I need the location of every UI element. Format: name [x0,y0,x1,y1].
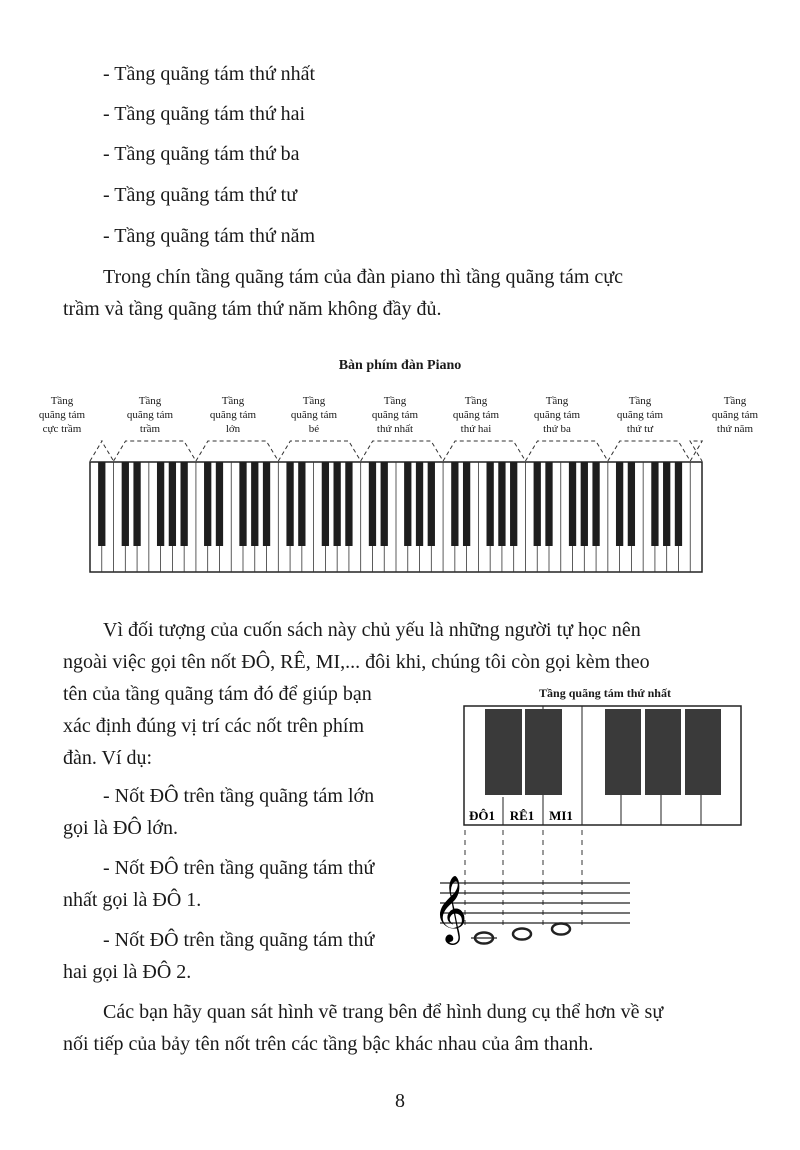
black-key [545,462,552,546]
octave-label: Tầng quãng tám thứ hai [452,395,500,435]
figure-title: Bàn phím đàn Piano [338,358,462,373]
example-line: nhất gọi là ĐÔ 1. [63,889,202,911]
keyboard-frame [90,462,702,572]
paragraph-line: Vì đối tượng của cuốn sách này chủ yếu là những người tự học nên [103,619,641,641]
black-key [416,462,423,546]
black-key [334,462,341,546]
black-key [451,462,458,546]
paragraph-line: tên của tầng quãng tám đó để giúp bạn [63,683,372,705]
treble-clef-icon: 𝄞 [433,874,468,942]
example-line: - Nốt ĐÔ trên tầng quãng tám thứ [103,929,375,951]
octave-bracket [608,441,690,461]
octave-bracket [90,441,114,461]
black-key [428,462,435,546]
octave-label: Tầng quãng tám lớn [209,395,257,435]
black-key [239,462,246,546]
note-label: RÊ1 [509,808,535,823]
note-head [552,924,570,935]
paragraph-line: xác định đúng vị trí các nốt trên phím [63,715,365,737]
octave-bracket [278,441,360,461]
black-key [133,462,140,546]
black-key [345,462,352,546]
black-key [651,462,658,546]
example-line: gọi là ĐÔ lớn. [63,817,179,839]
octave-bracket [525,441,607,461]
example-line: - Nốt ĐÔ trên tầng quãng tám thứ [103,857,375,879]
list-item: - Tầng quãng tám thứ ba [103,143,300,165]
paragraph-line: ngoài việc gọi tên nốt ĐÔ, RÊ, MI,... đôi khi, chúng tôi còn gọi kèm theo [63,651,650,673]
black-key [628,462,635,546]
example-line: hai gọi là ĐÔ 2. [63,961,192,983]
black-key [263,462,270,546]
octave-bracket [690,441,702,461]
paragraph-line: nối tiếp của bảy tên nốt trên các tầng bậc khác nhau của âm thanh. [63,1033,594,1055]
black-key [298,462,305,546]
black-key [251,462,258,546]
black-key [487,462,494,546]
octave-bracket [114,441,196,461]
black-key [122,462,129,546]
octave-label: Tầng quãng tám thứ năm [711,395,759,435]
black-key [286,462,293,546]
black-key [569,462,576,546]
black-key [181,462,188,546]
black-key [216,462,223,546]
black-key [169,462,176,546]
octave-label: Tầng quãng tám thứ tư [616,395,664,435]
black-key [98,462,105,546]
octave-diagram [425,700,765,990]
black-key [204,462,211,546]
example-line: - Nốt ĐÔ trên tầng quãng tám lớn [103,785,375,807]
black-key [498,462,505,546]
black-key [510,462,517,546]
note-label: ĐÔ1 [469,808,495,823]
note-label: MI1 [549,808,573,823]
figure2-title: Tầng quãng tám thứ nhất [539,686,671,700]
black-key [369,462,376,546]
black-key [592,462,599,546]
octave-bracket [361,441,443,461]
black-key [404,462,411,546]
octave-label: Tầng quãng tám thứ nhất [371,395,419,435]
page-number: 8 [395,1090,405,1112]
list-item: - Tầng quãng tám thứ năm [103,225,316,247]
black-key [322,462,329,546]
note-head [513,929,531,940]
black-key [581,462,588,546]
paragraph-line: trầm và tầng quãng tám thứ năm không đầy đủ. [63,298,442,320]
octave-label: Tầng quãng tám trầm [126,395,174,435]
octave-bracket [196,441,278,461]
black-key [534,462,541,546]
paragraph-line: Trong chín tầng quãng tám của đàn piano thì tầng quãng tám cực [103,266,623,288]
black-key [616,462,623,546]
paragraph-line: Các bạn hãy quan sát hình vẽ trang bên để hình dung cụ thể hơn về sự [103,1001,664,1023]
black-key [675,462,682,546]
list-item: - Tầng quãng tám thứ tư [103,184,298,206]
list-item: - Tầng quãng tám thứ nhất [103,63,316,85]
black-key [463,462,470,546]
octave-label: Tầng quãng tám thứ ba [533,395,581,435]
octave-label: Tầng quãng tám cực trầm [38,395,86,435]
black-key [157,462,164,546]
list-item: - Tầng quãng tám thứ hai [103,103,306,125]
octave-bracket [443,441,525,461]
black-key [381,462,388,546]
paragraph-line: đàn. Ví dụ: [63,747,153,769]
octave-label: Tầng quãng tám bé [290,395,338,435]
black-key [663,462,670,546]
